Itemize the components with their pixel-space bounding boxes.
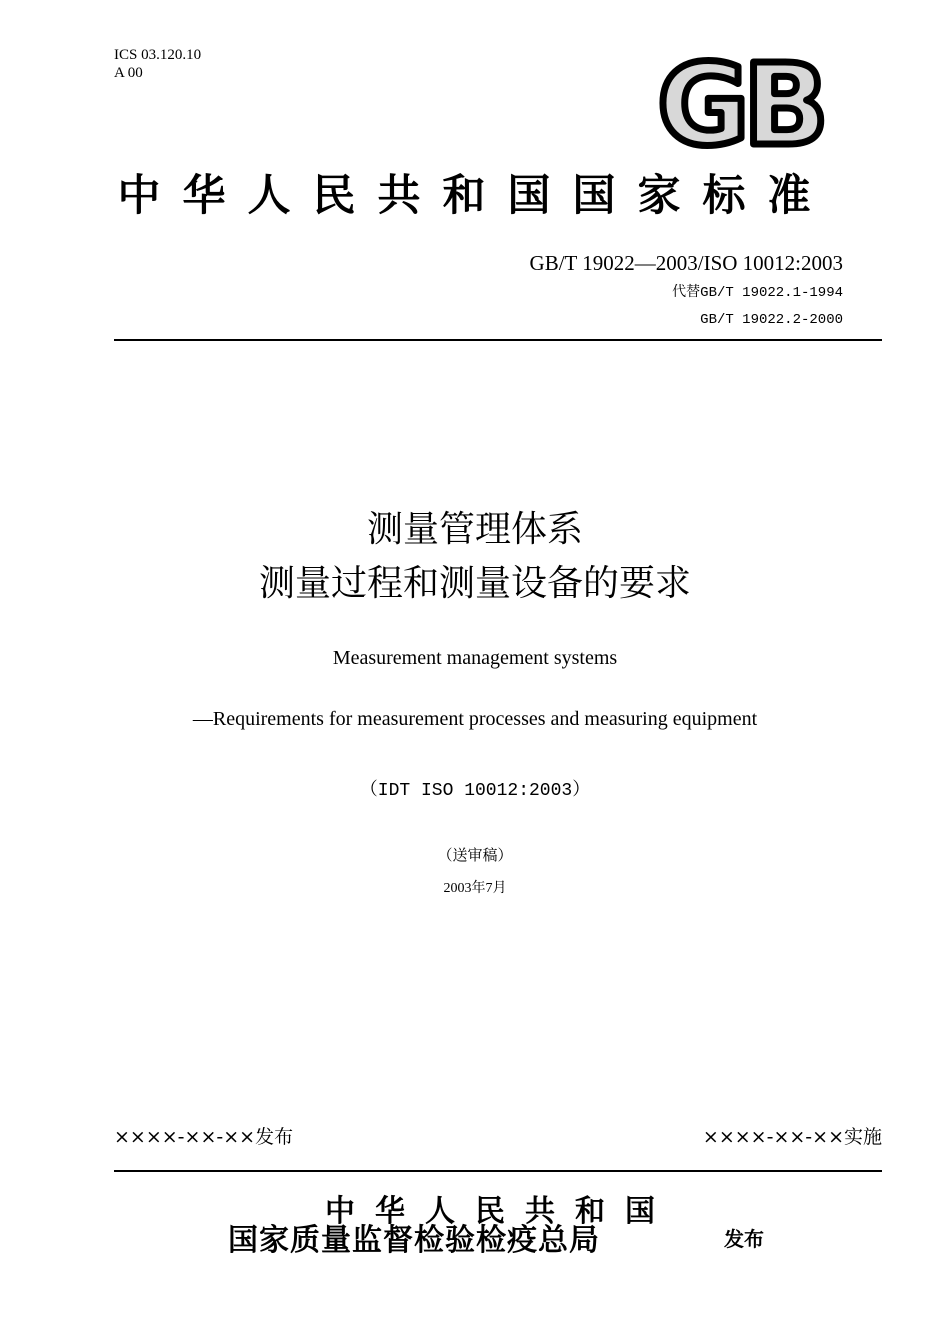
category-code: A 00 [114, 65, 143, 81]
replaces-block [672, 280, 843, 334]
ics-code: ICS 03.120.10 [114, 47, 202, 63]
issuer-country: 中华人民共和国 [325, 1194, 675, 1229]
publish-date: ××××-××-××发布 [114, 1126, 294, 1148]
gb-logo [648, 56, 832, 154]
identity-note: （IDT ISO 10012:2003） [359, 781, 591, 801]
issuer-suffix: 发布 [724, 1227, 764, 1251]
gb-logo-text: GB [657, 56, 823, 154]
title-cn-line-2: 测量过程和测量设备的要求 [258, 563, 691, 604]
standard-number: GB/T 19022—2003/ISO 10012:2003 [529, 251, 843, 275]
gb-logo-icon [648, 56, 832, 154]
draft-status: （送审稿） [437, 848, 513, 864]
replaces-line-2: GB/T 19022.2-2000 [700, 312, 843, 328]
implement-date: ××××-××-××实施 [702, 1126, 882, 1148]
title-en-line-2: —Requirements for measurement processes and measuring equipment [192, 708, 758, 730]
header-divider [114, 339, 882, 341]
footer-divider [114, 1170, 882, 1172]
ics-block [114, 46, 201, 82]
issuer-agency: 国家质量监督检验检疫总局 [228, 1223, 600, 1258]
title-en-line-1: Measurement management systems [332, 647, 618, 669]
replaces-line-1: 代替GB/T 19022.1-1994 [672, 285, 843, 301]
draft-date: 2003年7月 [443, 881, 507, 896]
title-cn-line-1: 测量管理体系 [366, 509, 583, 550]
national-standard-title: 中华人民共和国国家标准 [117, 171, 833, 221]
